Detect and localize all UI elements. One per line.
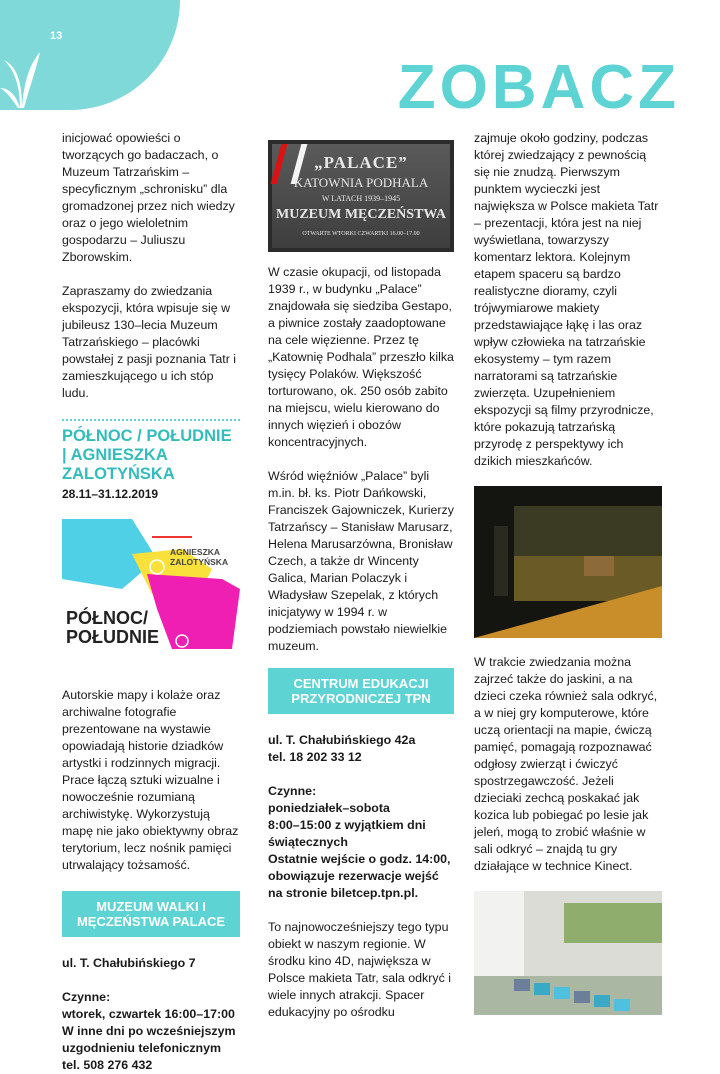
paragraph: Zapraszamy do zwiedzania ekspozycji, która wpisuje się w jubileusz 130–lecia Muzeum Tatrzańskiego – placówki powstałej z pasji poznania Tatr i zamieszkującego u ich stóp ludu. <box>62 284 237 400</box>
room-graphic <box>474 891 662 1015</box>
room-photo <box>474 891 662 1015</box>
poster-title <box>66 609 159 647</box>
column-left <box>62 130 240 1074</box>
poster-title-line: PÓŁNOC/ <box>66 608 149 628</box>
poster-author <box>170 547 228 567</box>
address: ul. T. Chałubińskiego 42a <box>268 733 416 747</box>
center-heading-box: CENTRUM EDUKACJI PRZYRODNICZEJ TPN <box>268 668 454 714</box>
hours-line: poniedziałek–sobota <box>268 801 390 815</box>
hours-label: Czynne: <box>62 990 111 1004</box>
diorama-photo <box>474 486 662 638</box>
hours-line: 8:00–15:00 z wyjątkiem dni świątecznych <box>268 818 426 849</box>
exhibition-block <box>62 419 240 503</box>
address: ul. T. Chałubińskiego 7 <box>62 956 196 970</box>
plaque-text: MUZEUM MĘCZEŃSTWA <box>276 207 446 222</box>
plaque-text: W LATACH 1939–1945 <box>321 194 401 203</box>
hours-label: Czynne: <box>268 784 317 798</box>
plaque-photo <box>268 140 454 252</box>
museum-heading-box: MUZEUM WALKI I MĘCZEŃSTWA PALACE <box>62 891 240 937</box>
plaque-text: OTWARTE WTORKI CZWARTKI 16.00–17.00 <box>302 231 420 237</box>
phone: tel. 508 276 432 <box>62 1058 153 1072</box>
paragraph: W czasie okupacji, od listopada 1939 r., w budynku „Palace” znajdowała się siedziba Gestapo, a piwnice zostały zaadoptowane na cele więzienne. Przez tę „Katownię Podhala” przeszło kilka tysięcy Polaków. Większość torturowano, ok. 250 osób zabito na miejscu, wielu kierowano do innych więzień i obozów koncentracyjnych. <box>268 265 454 449</box>
plaque-text: KATOWNIA PODHALA <box>293 175 429 190</box>
paragraph: Autorskie mapy i kolaże oraz archiwalne fotografie prezentowane na wystawie opowiadają historie dziadków artystki i rodzinnych migracji. Prace łączą sztuki wizualne i nowocześnie rozumianą archiwistykę. Wykorzystują mapę nie jako obiektywny obraz terytorium, lecz nośnik pamięci utrwalający tożsamość. <box>62 688 239 872</box>
paragraph: inicjować opowieści o tworzących go badaczach, o Muzeum Tatrzańskim – specyficznym „schronisku” dla gromadzonej przez nich wiedzy oraz o jego wieloletnim gospodarzu – Juliuszu Zborowskim. <box>62 131 235 264</box>
paragraph: To najnowocześniejszy tego typu obiekt w naszym regionie. W środku kino 4D, największa w Polsce makieta Tatr, sala odkryć i wiele innych atrakcji. Spacer edukacyjny po ośrodku <box>268 920 451 1019</box>
page-number: 13 <box>50 30 63 42</box>
hours-line: W inne dni po wcześniejszym uzgodnieniu telefonicznym <box>62 1024 236 1055</box>
leaf-icon <box>0 30 44 110</box>
poster-author-line: ZALOTYŃSKA <box>170 557 229 567</box>
column-right <box>474 130 662 1015</box>
paragraph: zajmuje około godziny, podczas której zwiedzający z pewnością się nie znudzą. Pierwszym punktem wycieczki jest największa w Polsce makieta Tatr – prezentacji, która jest na niej wyświetlana, towarzyszy komentarz lektora. Kolejnym etapem spaceru są bardzo realistyczne dioramy, czyli trójwymiarowe makiety przedstawiające łąkę i las oraz wpływ człowieka na tatrzańskie ekosystemy – tym razem narratorami są tatrzańskie zwierzęta. Uzupełnieniem ekspozycji są filmy przyrodnicze, które pokazują tatrzańską przyrodę z perspektywy ich dzikich mieszkańców. <box>474 131 659 468</box>
hours-line: Ostatnie wejście o godz. 14:00, obowiązuje rezerwacje wejść na stronie biletcep.tpn.pl. <box>268 852 451 900</box>
diorama-graphic <box>474 486 662 638</box>
poster-title-line: POŁUDNIE <box>66 627 160 647</box>
exhibition-dates: 28.11–31.12.2019 <box>62 487 159 501</box>
paragraph: W trakcie zwiedzania można zajrzeć także do jaskini, a na dzieci czeka również sala odkryć, a w niej gry komputerowe, które uczą orientacji na mapie, ćwiczą pamięć, pomagają rozpoznawać odgłosy zwierząt i ćwiczyć spostrzegawczość. Jeżeli dzieciaki zechcą poskakać jak kozica lub pobiegać po lesie jak jeleń, mogą to zrobić właśnie w sali odkryć – znajdą tu gry działające w technice Kinect. <box>474 655 658 873</box>
plaque-text: „PALACE” <box>314 153 408 172</box>
column-middle <box>268 140 454 1038</box>
section-title: ZOBACZ <box>397 53 680 122</box>
phone: tel. 18 202 33 12 <box>268 750 362 764</box>
poster-author-line: AGNIESZKA <box>170 547 221 557</box>
hours-line: wtorek, czwartek 16:00–17:00 <box>62 1007 235 1021</box>
paragraph: Wśród więźniów „Palace” byli m.in. bł. ks. Piotr Dańkowski, Franciszek Gajowniczek, Kurierzy Tatrzańscy – Stanisław Marusarz, Helena Marusarzówna, Bronisław Czech, a także dr Wincenty Galica, Marian Polaczyk i Władysław Szepelak, z których inicjatywy w 1994 r. w podziemiach powstało niewielkie muzeum. <box>268 469 454 653</box>
exhibition-poster <box>62 519 240 669</box>
exhibition-heading: PÓŁNOC / POŁUDNIE | AGNIESZKA ZALOTYŃSKA <box>62 427 232 483</box>
